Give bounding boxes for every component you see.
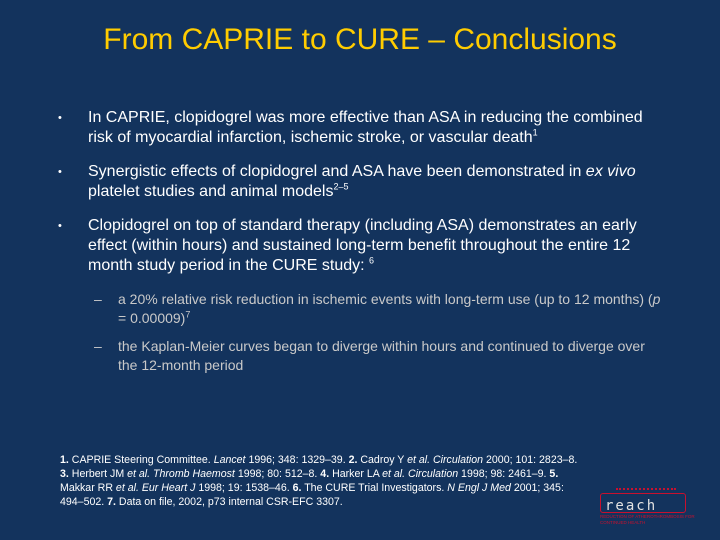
ref-journal: Lancet bbox=[213, 454, 246, 466]
references bbox=[60, 453, 580, 509]
ref-journal: et al. Circulation bbox=[407, 454, 484, 466]
ref-number: 6. bbox=[292, 482, 302, 494]
sub-marker: – bbox=[94, 291, 102, 307]
sub-text: = 0.00009) bbox=[118, 310, 186, 326]
sub-bullet-list bbox=[58, 290, 668, 375]
slide-title: From CAPRIE to CURE – Conclusions bbox=[103, 23, 617, 56]
ref-text: The CURE Trial Investigators. bbox=[301, 482, 448, 494]
ref-journal: et al. Thromb Haemost bbox=[127, 468, 235, 480]
ref-number: 2. bbox=[348, 454, 358, 466]
ref-journal: N Engl J Med bbox=[447, 482, 511, 494]
logo-caption: REDUCTION OF ATHEROTHROMBOSIS FOR CONTINUED HEALTH bbox=[600, 514, 695, 525]
citation: 6 bbox=[369, 255, 375, 266]
ref-text: Harker LA bbox=[329, 468, 383, 480]
logo-dots bbox=[616, 488, 676, 492]
sub-bullet-kaplan-meier bbox=[58, 337, 668, 375]
bullet-text: In CAPRIE, clopidogrel was more effective than ASA in reducing the combined risk of myocardial infarction, ischemic stroke, or vascular death bbox=[88, 109, 643, 146]
citation: 2–5 bbox=[333, 181, 349, 192]
ref-text: CAPRIE Steering Committee. bbox=[68, 454, 214, 466]
citation: 1 bbox=[532, 127, 538, 138]
bullet-italic: ex vivo bbox=[585, 163, 636, 180]
citation: 7 bbox=[185, 309, 191, 320]
bullet-marker: • bbox=[58, 220, 62, 232]
bullet-list bbox=[58, 108, 668, 384]
bullet-caprie bbox=[58, 108, 668, 148]
bullet-text: Clopidogrel on top of standard therapy (including ASA) demonstrates an early effect (within hours) and sustained long-term benefit throughout the entire 12 month study period in the CURE study: bbox=[88, 217, 637, 274]
bullet-marker: • bbox=[58, 112, 62, 124]
reach-logo bbox=[600, 488, 695, 526]
ref-text: 2000; 101: 2823–8. bbox=[483, 454, 578, 466]
ref-text: Herbert JM bbox=[68, 468, 128, 480]
ref-text: 1998; 19: 1538–46. bbox=[195, 482, 293, 494]
bullet-marker: • bbox=[58, 166, 62, 178]
sub-bullet-rrr bbox=[58, 290, 668, 328]
ref-journal: et al. Circulation bbox=[382, 468, 459, 480]
bullet-cure bbox=[58, 216, 668, 276]
ref-text: Data on file, 2002, p73 internal CSR-EFC 3307. bbox=[115, 496, 343, 508]
ref-number: 3. bbox=[60, 468, 69, 480]
bullet-synergy bbox=[58, 162, 668, 202]
ref-number: 7. bbox=[107, 496, 116, 508]
ref-text: 2001; 345: 494–502. bbox=[60, 482, 564, 508]
logo-frame bbox=[600, 493, 686, 513]
sub-marker: – bbox=[94, 338, 102, 354]
bullet-text: platelet studies and animal models bbox=[88, 183, 334, 200]
ref-number: 4. bbox=[320, 468, 330, 480]
sub-text: a 20% relative risk reduction in ischemic events with long-term use (up to 12 months) ( bbox=[118, 291, 653, 307]
ref-number: 5. bbox=[549, 468, 559, 480]
ref-text: 1998; 80: 512–8. bbox=[234, 468, 321, 480]
sub-text: the Kaplan-Meier curves began to diverge within hours and continued to diverge over the 12-month period bbox=[118, 338, 645, 373]
ref-text: Makkar RR bbox=[60, 482, 116, 494]
sub-italic: p bbox=[652, 291, 661, 307]
logo-wordmark: reach bbox=[605, 498, 658, 514]
bullet-text: Synergistic effects of clopidogrel and ASA have been demonstrated in bbox=[88, 163, 586, 180]
ref-number: 1. bbox=[60, 454, 69, 466]
ref-text: 1996; 348: 1329–39. bbox=[245, 454, 349, 466]
ref-text: Cadroy Y bbox=[357, 454, 408, 466]
ref-text: 1998; 98: 2461–9. bbox=[458, 468, 550, 480]
ref-journal: et al. Eur Heart J bbox=[115, 482, 196, 494]
